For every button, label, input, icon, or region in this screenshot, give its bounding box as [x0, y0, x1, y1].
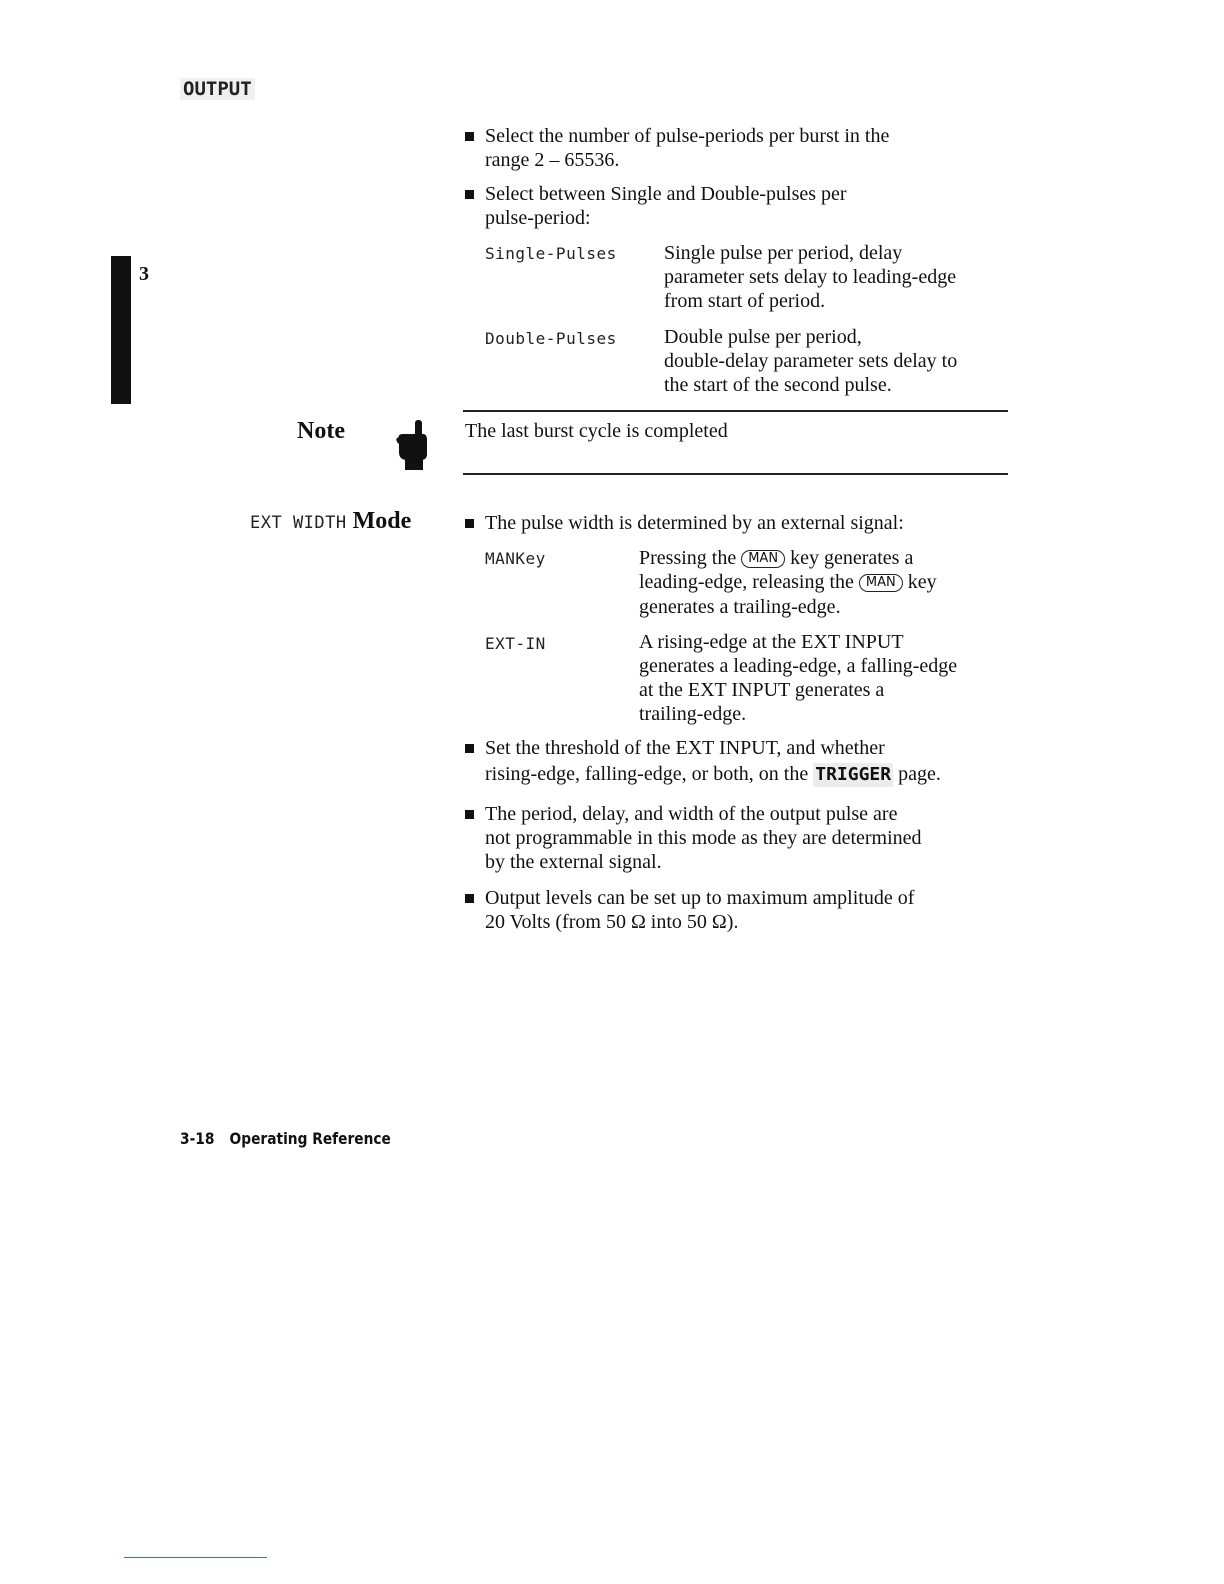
bullet-marker	[465, 744, 474, 753]
scan-edge-line	[124, 1557, 267, 1558]
burst-periods-line1: Select the number of pulse-periods per burst in the	[485, 125, 890, 147]
threshold-line2	[485, 762, 941, 787]
levels-line2: 20 Volts (from 50 Ω into 50 Ω).	[485, 911, 739, 933]
softkey-single-pulses: Single-Pulses	[485, 244, 617, 263]
page-footer	[180, 1129, 391, 1148]
pulse-select-line1: Select between Single and Double-pulses per	[485, 183, 847, 205]
threshold-line1: Set the threshold of the EXT INPUT, and whether	[485, 737, 885, 759]
man-key-cap: MAN	[741, 550, 785, 568]
double-pulses-desc-line1: Double pulse per period,	[664, 326, 862, 348]
mankey-desc-line3: generates a trailing-edge.	[639, 596, 841, 618]
chapter-tab-bar	[111, 256, 131, 404]
softkey-double-pulses: Double-Pulses	[485, 329, 617, 348]
period-line1: The period, delay, and width of the output pulse are	[485, 803, 898, 825]
ext-width-intro: The pulse width is determined by an external signal:	[485, 512, 904, 534]
footer-section-title: Operating Reference	[229, 1129, 391, 1148]
pulse-select-line2: pulse-period:	[485, 207, 591, 229]
mankey-desc-l1-pre: Pressing the	[639, 547, 737, 569]
note-label: Note	[297, 418, 345, 444]
ext-width-heading-mono: EXT WIDTH	[250, 513, 347, 533]
burst-periods-line2: range 2 – 65536.	[485, 149, 620, 171]
footer-page-number: 3-18	[180, 1129, 215, 1148]
bullet-marker	[465, 132, 474, 141]
note-bottom-rule	[463, 473, 1008, 475]
extin-desc-line4: trailing-edge.	[639, 703, 747, 725]
levels-line1: Output levels can be set up to maximum amplitude of	[485, 887, 915, 909]
period-line3: by the external signal.	[485, 851, 662, 873]
page-header-title: OUTPUT	[180, 78, 255, 100]
softkey-ext-in: EXT-IN	[485, 634, 546, 653]
mankey-desc-line2	[639, 570, 937, 594]
bullet-marker	[465, 894, 474, 903]
single-pulses-desc-line3: from start of period.	[664, 290, 826, 312]
chapter-tab-number: 3	[139, 263, 149, 285]
bullet-marker	[465, 810, 474, 819]
mankey-desc-line1	[639, 546, 913, 570]
mankey-desc-l2-pre: leading-edge, releasing the	[639, 571, 854, 593]
note-text: The last burst cycle is completed	[465, 420, 728, 442]
pointing-hand-icon	[393, 420, 429, 475]
threshold-line2-post: page.	[898, 763, 941, 785]
mankey-desc-l2-post: key	[907, 571, 937, 593]
double-pulses-desc-line2: double-delay parameter sets delay to	[664, 350, 958, 372]
single-pulses-desc-line2: parameter sets delay to leading-edge	[664, 266, 957, 288]
bullet-marker	[465, 190, 474, 199]
trigger-page-softkey: TRIGGER	[815, 764, 892, 785]
period-line2: not programmable in this mode as they are determined	[485, 827, 922, 849]
threshold-line2-pre: rising-edge, falling-edge, or both, on the	[485, 763, 809, 785]
note-top-rule	[463, 410, 1008, 412]
bullet-marker	[465, 519, 474, 528]
extin-desc-line3: at the EXT INPUT generates a	[639, 679, 885, 701]
man-key-cap: MAN	[859, 574, 903, 592]
softkey-mankey: MANKey	[485, 549, 546, 568]
ext-width-heading-word: Mode	[352, 508, 412, 534]
extin-desc-line2: generates a leading-edge, a falling-edge	[639, 655, 958, 677]
double-pulses-desc-line3: the start of the second pulse.	[664, 374, 892, 396]
ext-width-mode-heading	[250, 508, 411, 535]
mankey-desc-l1-post: key generates a	[790, 547, 914, 569]
extin-desc-line1: A rising-edge at the EXT INPUT	[639, 631, 904, 653]
single-pulses-desc-line1: Single pulse per period, delay	[664, 242, 903, 264]
